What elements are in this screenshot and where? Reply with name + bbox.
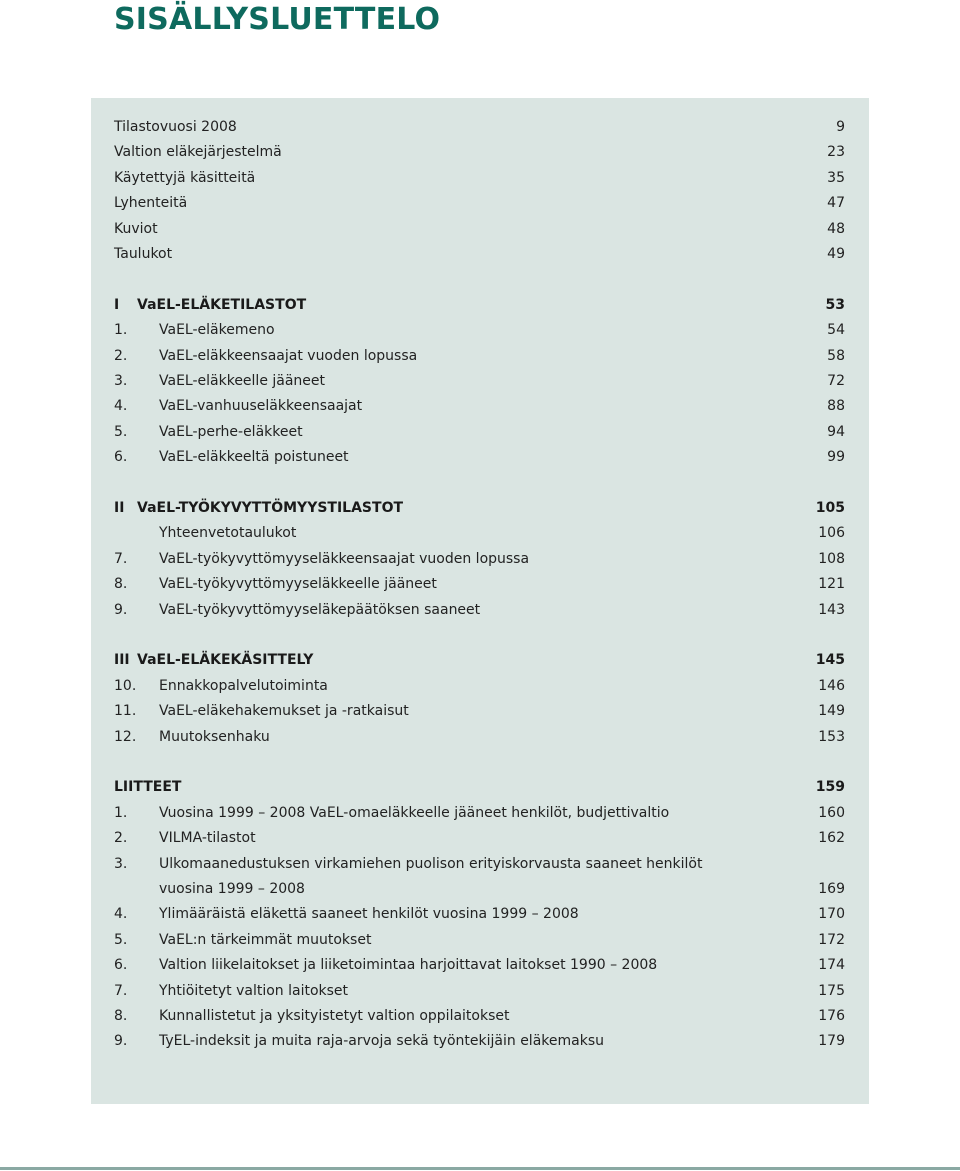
toc-entry [91, 243, 869, 265]
toc-entry-label: VaEL-työkyvyttömyyseläkkeensaajat vuoden lopussa [159, 550, 530, 567]
toc-entry-label: VaEL-työkyvyttömyyseläkkeelle jääneet [159, 576, 437, 593]
toc-entry-page: 159 [815, 779, 845, 796]
toc-entry-page: 54 [827, 322, 845, 339]
toc-entry-page: 149 [818, 703, 845, 720]
toc-entry [91, 878, 869, 900]
toc-entry [91, 929, 869, 951]
toc-entry-page: 72 [827, 373, 845, 389]
toc-entry-page: 47 [827, 195, 845, 212]
toc-entry-page: 179 [818, 1033, 845, 1050]
toc-entry-label: vuosina 1999 – 2008 [159, 881, 305, 897]
toc-entry-label: Yhtiöitetyt valtion laitokset [159, 982, 349, 999]
toc-entry [91, 421, 869, 443]
toc-entry-number: 4. [114, 906, 128, 923]
toc-entry [91, 573, 869, 595]
toc-entry-number: 7. [114, 982, 128, 999]
toc-entry-label: VaEL-ELÄKETILASTOT [137, 296, 307, 313]
toc-entry [91, 700, 869, 722]
toc-entry-number: 10. [114, 677, 137, 694]
toc-entry-number: 7. [114, 550, 128, 567]
toc-entry-label: VaEL-eläkehakemukset ja -ratkaisut [159, 703, 409, 720]
page-title: SISÄLLYSLUETTELO [114, 2, 441, 37]
toc-entry-label: Muutoksenhaku [159, 728, 270, 745]
toc-entry-page: 169 [818, 881, 845, 897]
toc-entry-label: VaEL-ELÄKEKÄSITTELY [137, 652, 314, 669]
toc-entry-label: Taulukot [114, 246, 173, 262]
toc-entry-number: 12. [114, 728, 137, 745]
toc-entry-number: 6. [114, 449, 128, 466]
toc-entry-page: 49 [827, 246, 845, 262]
toc-entry-label: Tilastovuosi 2008 [114, 119, 237, 135]
toc-entry-label: Lyhenteitä [114, 195, 188, 212]
table-of-contents [91, 98, 869, 1104]
toc-entry-page: 145 [815, 652, 845, 669]
toc-entry [91, 218, 869, 240]
toc-entry-number: 4. [114, 398, 128, 415]
toc-entry-page: 48 [827, 220, 845, 237]
toc-entry-number: 3. [114, 855, 128, 872]
toc-entry-number: 6. [114, 957, 128, 974]
toc-entry-label: VaEL-työkyvyttömyyseläkepäätöksen saaneet [159, 601, 481, 618]
toc-entry-label: LIITTEET [114, 779, 182, 796]
toc-entry [91, 726, 869, 748]
toc-entry [91, 141, 869, 163]
toc-entry [91, 675, 869, 697]
toc-entry [91, 903, 869, 925]
toc-entry [91, 370, 869, 392]
toc-entry [91, 116, 869, 138]
toc-entry-label: Ennakkopalvelutoiminta [159, 677, 328, 694]
toc-entry-label: VaEL-eläkkeensaajat vuoden lopussa [159, 347, 418, 364]
toc-entry [91, 345, 869, 367]
toc-entry [91, 1005, 869, 1027]
bottom-rule [0, 1167, 960, 1170]
toc-entry-label: Vuosina 1999 – 2008 VaEL-omaeläkkeelle jääneet henkilöt, budjettivaltio [159, 804, 670, 821]
toc-entry-label: Ulkomaanedustuksen virkamiehen puolison erityiskorvausta saaneet henkilöt [159, 855, 703, 872]
toc-entry-page: 160 [818, 804, 845, 821]
toc-entry-page: 99 [827, 449, 845, 466]
toc-section-heading [91, 497, 869, 519]
toc-entry-page: 162 [818, 830, 845, 847]
toc-entry-number: 8. [114, 576, 128, 593]
toc-entry [91, 192, 869, 214]
toc-entry-number: II [114, 500, 125, 516]
toc-entry-label: TyEL-indeksit ja muita raja-arvoja sekä työntekijäin eläkemaksu [159, 1033, 604, 1050]
toc-entry-number: 9. [114, 1033, 128, 1050]
toc-section-heading [91, 294, 869, 316]
toc-entry [91, 446, 869, 468]
toc-entry-page: 88 [827, 398, 845, 415]
toc-entry-page: 176 [818, 1008, 845, 1024]
toc-entry-label: Kunnallistetut ja yksityistetyt valtion oppilaitokset [159, 1008, 510, 1024]
toc-entry-label: Yhteenvetotaulukot [159, 525, 297, 542]
toc-entry-page: 175 [818, 982, 845, 999]
toc-entry [91, 853, 869, 875]
toc-entry-number: III [114, 652, 130, 669]
toc-section-heading [91, 776, 869, 798]
toc-entry-page: 94 [827, 423, 845, 440]
toc-entry-label: Ylimääräistä eläkettä saaneet henkilöt vuosina 1999 – 2008 [159, 906, 579, 923]
toc-entry-page: 35 [827, 169, 845, 186]
toc-entry-page: 121 [818, 576, 845, 593]
toc-entry-page: 170 [818, 906, 845, 923]
toc-entry-label: VaEL-perhe-eläkkeet [159, 423, 303, 440]
toc-entry-label: VaEL:n tärkeimmät muutokset [159, 931, 372, 948]
toc-entry [91, 319, 869, 341]
toc-entry [91, 980, 869, 1002]
toc-entry-label: VaEL-vanhuuseläkkeensaajat [159, 398, 363, 415]
toc-entry-number: 2. [114, 347, 128, 364]
toc-entry [91, 1030, 869, 1052]
toc-entry-label: VaEL-eläkkeelle jääneet [159, 373, 326, 389]
toc-entry-number: 1. [114, 804, 128, 821]
toc-section-heading [91, 649, 869, 671]
toc-entry-number: 2. [114, 830, 128, 847]
toc-entry-label: VILMA-tilastot [159, 830, 256, 847]
toc-entry-page: 153 [818, 728, 845, 745]
toc-entry-page: 53 [825, 296, 845, 313]
toc-entry-number: 8. [114, 1008, 128, 1024]
toc-entry-label: Kuviot [114, 220, 158, 237]
toc-entry-page: 23 [827, 144, 845, 161]
toc-entry-page: 174 [818, 957, 845, 974]
toc-entry-page: 9 [836, 119, 845, 135]
toc-entry [91, 522, 869, 544]
toc-entry-number: 1. [114, 322, 128, 339]
toc-entry [91, 802, 869, 824]
toc-entry [91, 599, 869, 621]
toc-entry-page: 58 [827, 347, 845, 364]
toc-entry-label: VaEL-eläkkeeltä poistuneet [159, 449, 349, 466]
toc-entry-page: 143 [818, 601, 845, 618]
toc-entry-page: 172 [818, 931, 845, 948]
toc-entry [91, 395, 869, 417]
toc-entry-number: 11. [114, 703, 137, 720]
toc-entry-number: 5. [114, 423, 128, 440]
toc-entry-page: 106 [818, 525, 845, 542]
toc-entry-page: 108 [818, 550, 845, 567]
toc-entry-number: 5. [114, 931, 128, 948]
toc-entry-number: 3. [114, 373, 128, 389]
toc-entry-label: Käytettyjä käsitteitä [114, 169, 256, 186]
toc-entry [91, 954, 869, 976]
toc-entry-number: 9. [114, 601, 128, 618]
toc-entry-label: Valtion liikelaitokset ja liiketoimintaa harjoittavat laitokset 1990 – 2008 [159, 957, 658, 974]
toc-entry-label: VaEL-TYÖKYVYTTÖMYYSTILASTOT [137, 500, 404, 516]
toc-entry-label: Valtion eläkejärjestelmä [114, 144, 282, 161]
toc-entry [91, 548, 869, 570]
toc-entry-page: 146 [818, 677, 845, 694]
toc-entry [91, 827, 869, 849]
toc-entry-number: I [114, 296, 120, 313]
toc-entry-label: VaEL-eläkemeno [159, 322, 275, 339]
toc-entry [91, 167, 869, 189]
toc-entry-page: 105 [815, 500, 845, 516]
